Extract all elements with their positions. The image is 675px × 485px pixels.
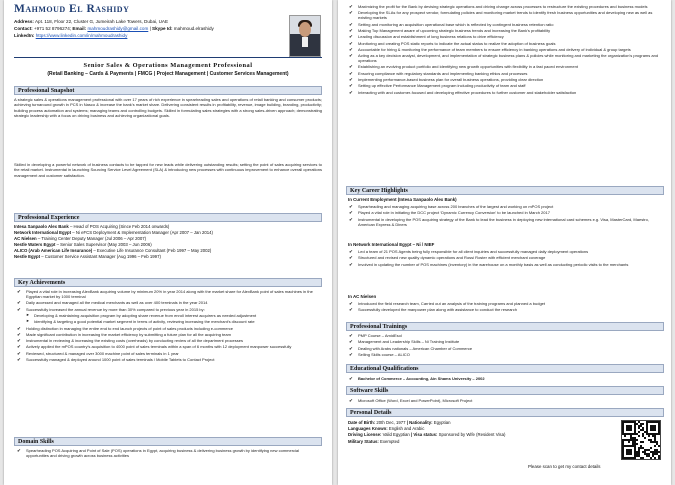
achievement-item: ✔ Successfully increased the annual revenue by more than 30% compared to previous year in 2015 by: <box>14 307 314 312</box>
address-value: Apt. 118, Floor 22, Cluster G, Jumeirah Lake Towers, Dubai, UAE <box>34 19 169 24</box>
achievement-item: ✔ Successfully managed & deployed around 1000 point of sales terminals / Mobile Tablets to Contact Project <box>14 357 314 362</box>
headline-title: Senior Sales & Operations Management Professional <box>83 62 253 69</box>
highlight-item: ✔ Instrumental in developing the POS acquiring strategy of the Bank to lead the business in deploying new international card schemes e.g. Visa, MasterCard, Maestro, American Express & Diners <box>346 217 666 227</box>
contact-block: Address: Apt. 118, Floor 22, Cluster G, Jumeirah Lake Towers, Dubai, UAE Contact: +971 52 8796274; Email: mahmoudrashidy@gmail.com | Skype Id: mahmoud.elrashidy LinkedIn: https://www.linkedin.com/in/mahmoudrashidy <box>14 19 214 38</box>
achievement-item: ✔ Actively applied the mPOS country's acquisition to 4000 point of sales terminals within a span of 6 months with 12 deployment manpower successfully <box>14 344 314 349</box>
domain-skill-item: ✔ Setting and monitoring an acquisition operational base which is reflected by contingent business retention ratio <box>346 22 666 27</box>
personal-label: | Visa status: <box>409 432 439 438</box>
skype-label: Skype Id: <box>152 26 173 31</box>
experience-item <box>14 254 322 260</box>
skype-value: mahmoud.elrashidy <box>173 26 214 31</box>
personal-value: Exempted <box>380 438 400 444</box>
domain-skill-item: ✔ Making Top Management aware of upcoming strategic business trends and increasing the Bank's profitability <box>346 28 666 33</box>
candidate-name: Mahmoud El Rashidy <box>14 3 130 15</box>
email-label: Email: <box>72 26 87 31</box>
qr-code <box>621 420 661 460</box>
personal-label: Driving License: <box>348 432 383 438</box>
personal-label: | Nationality: <box>405 420 434 425</box>
domain-skill-item: ✔ Developing the SLAs for any prospect vendor, formulating policies and monitoring market trends to identify fresh business opportunities and developing new as well as existing markets <box>346 10 666 20</box>
personal-value: Valid Egyptian <box>382 432 410 438</box>
headline <box>14 62 322 77</box>
highlights-ni-list <box>346 249 666 268</box>
highlight-item: ✔ Introduced the field research team, Carried out an analysis of the training programs and planned a budget <box>346 301 666 306</box>
experience-role: – Ni eFCS Deployment & Implementation Manager (Apr 2007 – Jan 2014) <box>71 230 213 236</box>
domain-skill-item: ✔ Spearheading POS Acquiring and Point of Sale (POS) operations in Egypt, acquiring business & delivering business growth by identifying new commercial opportunities and driving growth across business activities <box>14 448 314 458</box>
achievement-item: ✔ Instrumental in reviewing & increasing the existing costs (overheads) by conducting review of all the department processes <box>14 338 314 343</box>
highlight-item: ✔ Successfully developed the manpower plan along with assistance to conduct the research <box>346 307 666 312</box>
training-item: ✔ Dealing with Arabs nationals – American Chamber of Commerce <box>346 346 666 351</box>
experience-org: Nestle Egypt <box>14 254 41 260</box>
experience-role: – Executive Life Insurance Consultant (Feb 1997 – May 2002) <box>92 248 212 254</box>
personal-label: Military Status: <box>348 438 380 444</box>
education-list <box>346 376 666 382</box>
training-item: ✔ PMP Course – AmidEsol <box>346 333 666 338</box>
experience-role: – Head of POS Acquiring (Since Feb 2014 onwards) <box>68 224 170 229</box>
personal-value: Sponsored by Wife (Resident Visa) <box>438 432 506 438</box>
highlight-current-label: In Current Employment (Intesa Sanpaolo Alex Bank) <box>348 197 457 202</box>
domain-skill-item: ✔ Establishing an evolving product portfolio and identifying new growth opportunities with flexibility in a fast paced environment <box>346 64 666 69</box>
education-item: ✔ Bachelor of Commerce – Accounting, Ain Shams University – 2002 <box>346 376 666 381</box>
highlight-item: ✔ Structured and revised new quality dynamic operations and Rossi Roster with efficient merchant coverage <box>346 255 666 260</box>
domain-skill-item: ✔ Interacting with and customer-focused and developing effective procedures to further customer and stakeholder satisfaction <box>346 90 666 95</box>
experience-role: – Senior Sales Supervisor (May 2003 – Jun 2006) <box>55 242 152 248</box>
highlights-current-list <box>346 204 666 228</box>
personal-label: Languages Known: <box>348 426 389 432</box>
highlight-item: ✔ Played a vital role in initiating the DCC project ‘Dynamic Currency Conversion’ to be launched in March 2017 <box>346 210 666 215</box>
section-domain-skills: Domain Skills <box>14 437 322 446</box>
experience-org: Intesa Sanpaolo Alex Bank <box>14 224 69 229</box>
experience-role: – Customer Service Assistant Manager (Aug 1996 – Feb 1997) <box>40 254 161 260</box>
section-trainings: Professional Trainings <box>346 322 664 331</box>
domain-skill-item: ✔ Monitoring and creating POS static reports to indicate the actual status to realize the adoption of business goals <box>346 41 666 46</box>
domain-skill-item: ✔ Ensuring compliance with regulatory standards and implementing banking ethics and processes <box>346 71 666 76</box>
achievement-item: ✔ Made significant contribution in increasing the market efficiency by submitting a future plan for all the acquiring team <box>14 332 314 337</box>
personal-value: English and Arabic <box>388 426 425 432</box>
achievement-item: ✔ Daily accessed and managed all the medical merchants as well as over 400 terminals in the year 2014 <box>14 300 314 305</box>
contact-label: Contact: <box>14 26 33 31</box>
linkedin-label: LinkedIn: <box>14 33 35 38</box>
section-education: Educational Qualifications <box>346 364 664 373</box>
highlight-item: ✔ Led a team of 21 POS Agents being fully responsible for all client inquiries and successfully managed daily deployment operations <box>346 249 666 254</box>
experience-org: Nestle Waters Egypt <box>14 242 56 248</box>
experience-org: AC Nielsen <box>14 236 37 242</box>
domain-skill-item: ✔ Implementing performance-based business plan for overall business operations, providing clear direction <box>346 77 666 82</box>
resume-page-1 <box>4 0 332 485</box>
domain-skill-item: ✔ Leading discussion and establishment of long business relations to drive efficiency <box>346 34 666 39</box>
software-list <box>346 398 666 404</box>
linkedin-link[interactable]: https://www.linkedin.com/in/mahmoudrashidy <box>35 33 128 38</box>
highlight-item: ✔ Involved in updating the number of POS machines (inventory) in the warehouse on a monthly basis as well as conducting periodic visits to the merchants <box>346 262 666 267</box>
qr-caption: Please scan to get my contact details <box>528 464 601 469</box>
personal-label: Date of Birth: <box>348 420 377 425</box>
section-career-highlights: Key Career Highlights <box>346 186 664 195</box>
domain-skill-item: ✔ Setting up effective Performance Management program including productivity of team and staff <box>346 83 666 88</box>
section-software: Software Skills <box>346 386 664 395</box>
highlight-ac-label: In AC Nielsen <box>348 294 377 299</box>
achievement-item: ✔ Reviewed, structured & managed over 3000 machine point of sales terminals in 1 year <box>14 351 314 356</box>
section-achievements: Key Achievements <box>14 278 322 287</box>
section-personal: Personal Details <box>346 408 664 417</box>
domain-skill-item: ✔ Acting as a key decision analyst, development, and implementation of strategic business plans & policies while monitoring and marketing the organization's programs and operations <box>346 53 666 63</box>
achievements-list <box>14 289 314 363</box>
highlights-ac-list <box>346 301 666 314</box>
headline-domains: (Retail Banking – Cards & Payments | FMCG | Project Management | Customer Services Management) <box>47 71 289 77</box>
experience-org: ALICO (Arab American Life Insurance) <box>14 248 93 254</box>
address-label: Address: <box>14 19 34 24</box>
section-profile: Professional Snapshot <box>14 86 322 95</box>
profile-photo <box>289 15 321 57</box>
experience-list <box>14 224 322 261</box>
experience-org: Network International Egypt <box>14 230 72 236</box>
personal-value: 20th Dec, 1977 <box>376 420 406 425</box>
domain-skill-item: ✔ Maximizing the profit for the Bank by devising strategic operations and driving change across processes to restructure the existing procedures and business models <box>346 4 666 9</box>
domain-skill-item: ✔ Accountable for hiring & monitoring the performance of team members to ensure efficiency in banking operations and delivery of individual & group targets <box>346 47 666 52</box>
achievement-item: ✔ Played a vital role in increasing AlexBank acquiring volume by minimum 20% in year 2014 along with the market share for AlexBank point of sales machines in the Egyptian market by 1000 terminal <box>14 289 314 299</box>
achievement-item: ✔ Holding distinction in managing the entire end to end launch projects of point of sales products including e-commerce <box>14 326 314 331</box>
resume-page-2 <box>338 0 671 485</box>
achievement-item: ► Identifying & targeting a good potential market segment in terms of activity, reviewing increasing the merchant's discount rate <box>14 319 314 324</box>
achievement-item: ► Developing & maintaining acquisition program by adopting share revenue from enroll interest acquirers as needed adjustment <box>14 313 314 318</box>
personal-details <box>348 420 648 445</box>
profile-paragraph-1: A strategic sales & operations management professional with over 17 years of rich experience in spearheading sales and operations of retail banking and consumer products; achieving turnaround growth in PCS in Nasco & increase the bank's market share. Delivering consistent results in profitability, revenue, image building, branding, productivity; building process automation and systems; managing teams and controlling budgets. Skilled in formulating sales strategies with a strong sales-driven approach; demonstrating strategic leadership with a focus on driving business and achieving organizational goals. <box>14 97 322 119</box>
trainings-list <box>346 333 666 358</box>
personal-value: Egyptian <box>433 420 451 425</box>
personal-line <box>348 439 648 445</box>
software-item: ✔ Microsoft Office (Word, Excel and PowerPoint), Microsoft Project <box>346 398 666 403</box>
profile-paragraph-2: Skilled in developing a powerful network of business contacts to be tapped for new leads while delivering outstanding results; setting the point of sales acquiring services to the retail market. Instrumental in launching Sourcing Service Level Agreement (SLA) & introducing new processes with continuous improvement to enhance overall operations management and customer satisfaction. <box>14 162 322 178</box>
section-experience: Professional Experience <box>14 213 322 222</box>
training-item: ✔ Management and Leadership Skills – Ni Training Institute <box>346 339 666 344</box>
experience-role: – Training Center Deputy Manager (Jul 2006 – Apr 2007) <box>36 236 147 242</box>
domain-skills-list <box>14 448 314 459</box>
email-link[interactable]: mahmoudrashidy@gmail.com <box>87 26 149 31</box>
header-rule <box>14 57 322 58</box>
domain-skills-continued-list <box>346 4 666 96</box>
training-item: ✔ Selling Skills course – ALICO <box>346 352 666 357</box>
highlight-item: ✔ Spearheading and managing acquiring base across 200 branches of the largest and working on mPOS project <box>346 204 666 209</box>
contact-value: +971 52 8796274; <box>33 26 72 31</box>
highlight-ni-label: In Network International Egypt – Ni / NIEF <box>348 242 435 247</box>
